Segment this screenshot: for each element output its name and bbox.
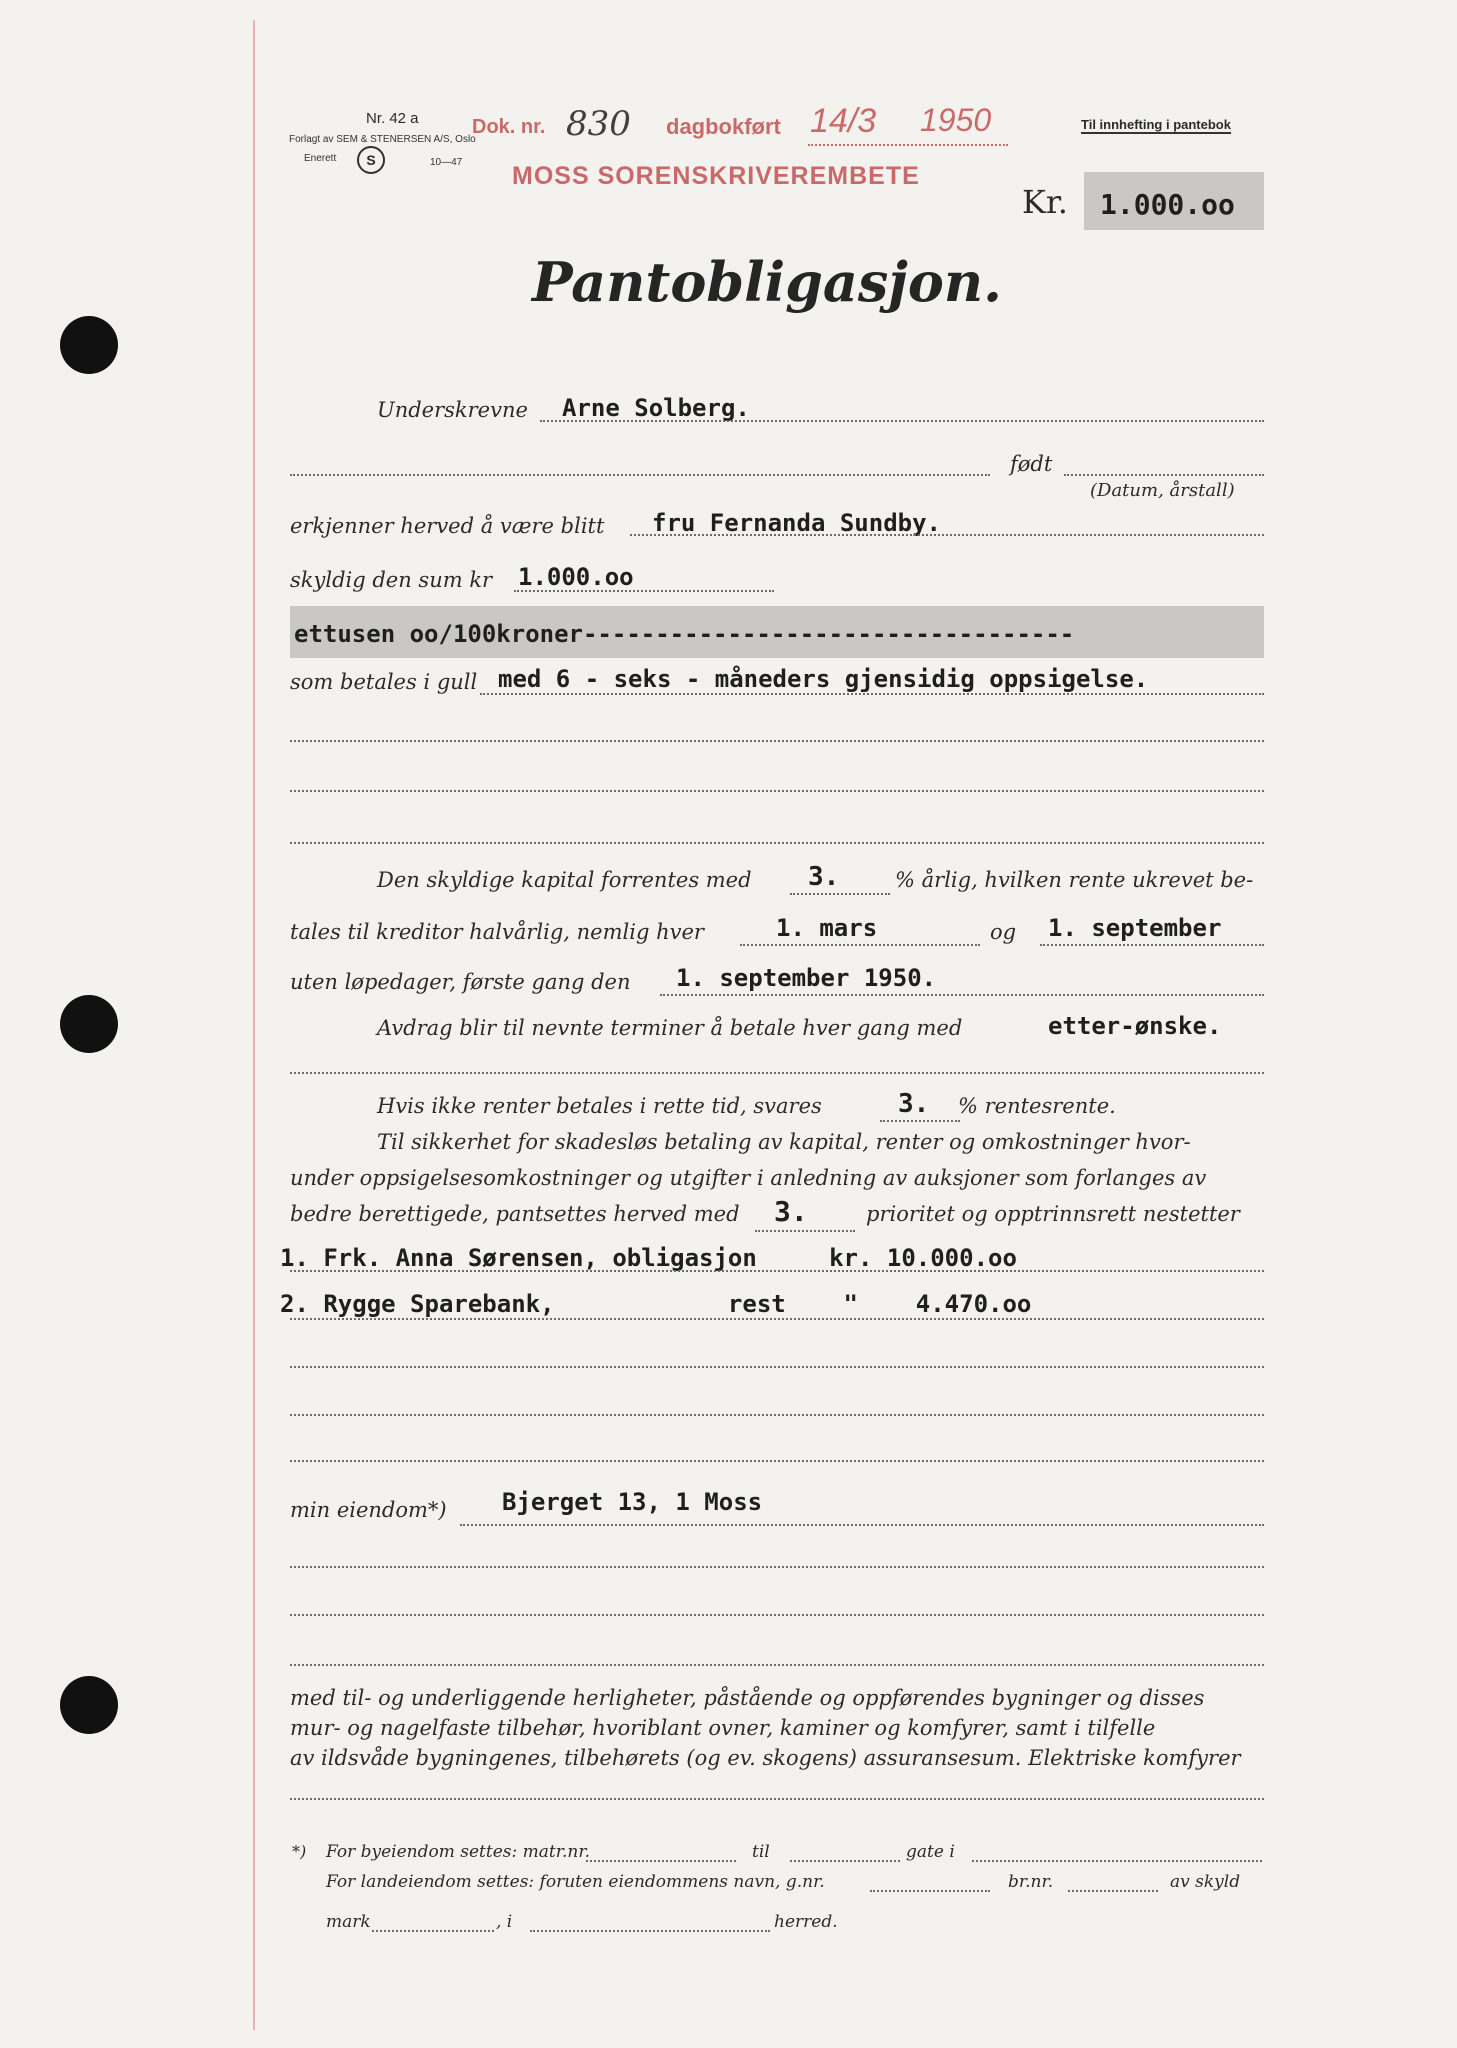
prior-lien-1: 1. Frk. Anna Sørensen, obligasjon kr. 10.000.oo	[280, 1244, 1017, 1272]
interest-rate: 3.	[808, 862, 840, 892]
amount-words: ettusen oo/100kroner----------------------------------	[294, 620, 1075, 648]
blank-line	[290, 842, 1264, 844]
footnote-line	[586, 1860, 736, 1862]
skyldig-label: skyldig den sum kr	[290, 568, 493, 592]
closing-text: av ildsvåde bygningenes, tilbehørets (og ev. skogens) assuransesum. Elektriske komfyrer	[290, 1746, 1241, 1770]
avdrag-value: etter-ønske.	[1048, 1012, 1222, 1040]
interest-text: uten løpedager, første gang den	[290, 970, 631, 994]
form-code: 10—47	[430, 157, 463, 168]
footnote-line	[870, 1890, 990, 1892]
footnote-text: herred.	[774, 1912, 838, 1932]
creditor-name: fru Fernanda Sundby.	[652, 509, 941, 537]
property-label: min eiendom*)	[290, 1498, 447, 1522]
betales-value: med 6 - seks - måneders gjensidig oppsigelse.	[498, 665, 1149, 693]
footnote-text: br.nr.	[1008, 1872, 1054, 1892]
footnote-line	[530, 1930, 770, 1932]
office-stamp: MOSS SORENSKRIVEREMBETE	[512, 162, 920, 190]
prior-line-2	[290, 1318, 1264, 1320]
footnote-text: For landeiendom settes: foruten eiendommens navn, g.nr.	[326, 1872, 825, 1892]
enerett: Enerett	[304, 153, 337, 164]
security-text: bedre berettigede, pantsettes herved med	[290, 1202, 740, 1226]
underskrevne-label: Underskrevne	[377, 398, 528, 422]
margin-rule	[253, 20, 255, 2030]
rentesrente-text: % rentesrente.	[958, 1094, 1116, 1118]
punch-hole	[60, 316, 118, 374]
blank-line	[290, 1566, 1264, 1568]
betales-line	[480, 693, 1264, 695]
page-title: Pantobligasjon.	[532, 250, 1002, 314]
footnote-star: *)	[292, 1842, 307, 1861]
property-value: Bjerget 13, 1 Moss	[502, 1488, 763, 1516]
amount-label: Kr.	[1022, 183, 1068, 221]
blank-line	[290, 1798, 1264, 1800]
punch-hole	[60, 995, 118, 1053]
blank-line	[290, 740, 1264, 742]
betales-label: som betales i gull	[290, 670, 478, 694]
amount-value: 1.000.oo	[1100, 188, 1235, 221]
footnote-line	[372, 1930, 494, 1932]
datum-note: (Datum, årstall)	[1090, 480, 1235, 501]
innhefting-note: Til innhefting i pantebok	[1081, 117, 1231, 132]
fodt-line-right	[1064, 474, 1264, 476]
blank-line	[290, 1664, 1264, 1666]
rate-line	[790, 893, 890, 895]
first-date-line	[660, 994, 1264, 996]
publisher: Forlagt av SEM & STENERSEN A/S, Oslo	[289, 134, 476, 145]
rentesrente-rate: 3.	[898, 1089, 930, 1119]
fodt-line-left	[290, 474, 990, 476]
blank-line	[290, 1366, 1264, 1368]
priority-line	[755, 1230, 855, 1232]
rentesrente-text: Hvis ikke renter betales i rette tid, svares	[377, 1094, 822, 1118]
fodt-label: født	[1010, 452, 1053, 476]
priority-value: 3.	[774, 1195, 808, 1228]
security-text: Til sikkerhet for skadesløs betaling av kapital, renter og omkostninger hvor-	[377, 1130, 1191, 1154]
closing-text: mur- og nagelfaste tilbehør, hvoriblant ovner, kaminer og komfyrer, samt i tilfelle	[290, 1716, 1156, 1740]
term-line-2	[1040, 944, 1264, 946]
footnote-text: For byeiendom settes: matr.nr.	[326, 1842, 590, 1862]
og-label: og	[990, 920, 1017, 944]
term-date-2: 1. september	[1048, 914, 1222, 942]
footnote-text: mark	[326, 1912, 371, 1932]
footnote-text: , i	[496, 1912, 513, 1932]
erkjenner-line	[630, 534, 1264, 536]
first-due-date: 1. september 1950.	[676, 964, 937, 992]
security-text: prioritet og opptrinnsrett nestetter	[866, 1202, 1240, 1226]
rentesrente-line	[880, 1120, 960, 1122]
interest-text: tales til kreditor halvårlig, nemlig hver	[290, 920, 704, 944]
blank-line	[290, 1460, 1264, 1462]
footnote-line	[1068, 1890, 1158, 1892]
footnote-text: til	[752, 1842, 770, 1862]
punch-hole	[60, 1676, 118, 1734]
debtor-name: Arne Solberg.	[562, 394, 750, 422]
interest-text: % årlig, hvilken rente ukrevet be-	[895, 868, 1254, 892]
term-date-1: 1. mars	[776, 914, 878, 942]
prior-line-1	[290, 1270, 1264, 1272]
property-line	[460, 1524, 1264, 1526]
interest-text: Den skyldige kapital forrentes med	[377, 868, 752, 892]
term-line-1	[740, 944, 980, 946]
skyldig-line	[514, 590, 774, 592]
underskrevne-line	[540, 420, 1264, 422]
dagbokfort-year: 1950	[920, 102, 992, 138]
footnote-line	[972, 1860, 1262, 1862]
prior-lien-2: 2. Rygge Sparebank, rest " 4.470.oo	[280, 1290, 1032, 1318]
publisher-logo: S	[357, 146, 385, 174]
blank-line	[290, 1072, 1264, 1074]
dagbokfort-label: dagbokført	[666, 114, 781, 139]
blank-line	[290, 790, 1264, 792]
dok-label: Dok. nr.	[472, 116, 546, 138]
footnote-line	[790, 1860, 900, 1862]
closing-text: med til- og underliggende herligheter, påstående og oppførendes bygninger og disses	[290, 1686, 1205, 1710]
footnote-text: av skyld	[1170, 1872, 1241, 1892]
dagbokfort-date: 14/3	[810, 102, 877, 140]
blank-line	[290, 1614, 1264, 1616]
security-text: under oppsigelsesomkostninger og utgifter i anledning av auksjoner som forlanges av	[290, 1166, 1207, 1190]
avdrag-text: Avdrag blir til nevnte terminer å betale hver gang med	[377, 1016, 963, 1040]
dok-number: 830	[566, 104, 631, 144]
blank-line	[290, 1414, 1264, 1416]
form-number: Nr. 42 a	[366, 110, 419, 127]
dagbokfort-underline	[808, 144, 1008, 146]
footnote-text: gate i	[906, 1842, 955, 1862]
skyldig-amount: 1.000.oo	[518, 563, 634, 591]
erkjenner-label: erkjenner herved å være blitt	[290, 514, 605, 538]
